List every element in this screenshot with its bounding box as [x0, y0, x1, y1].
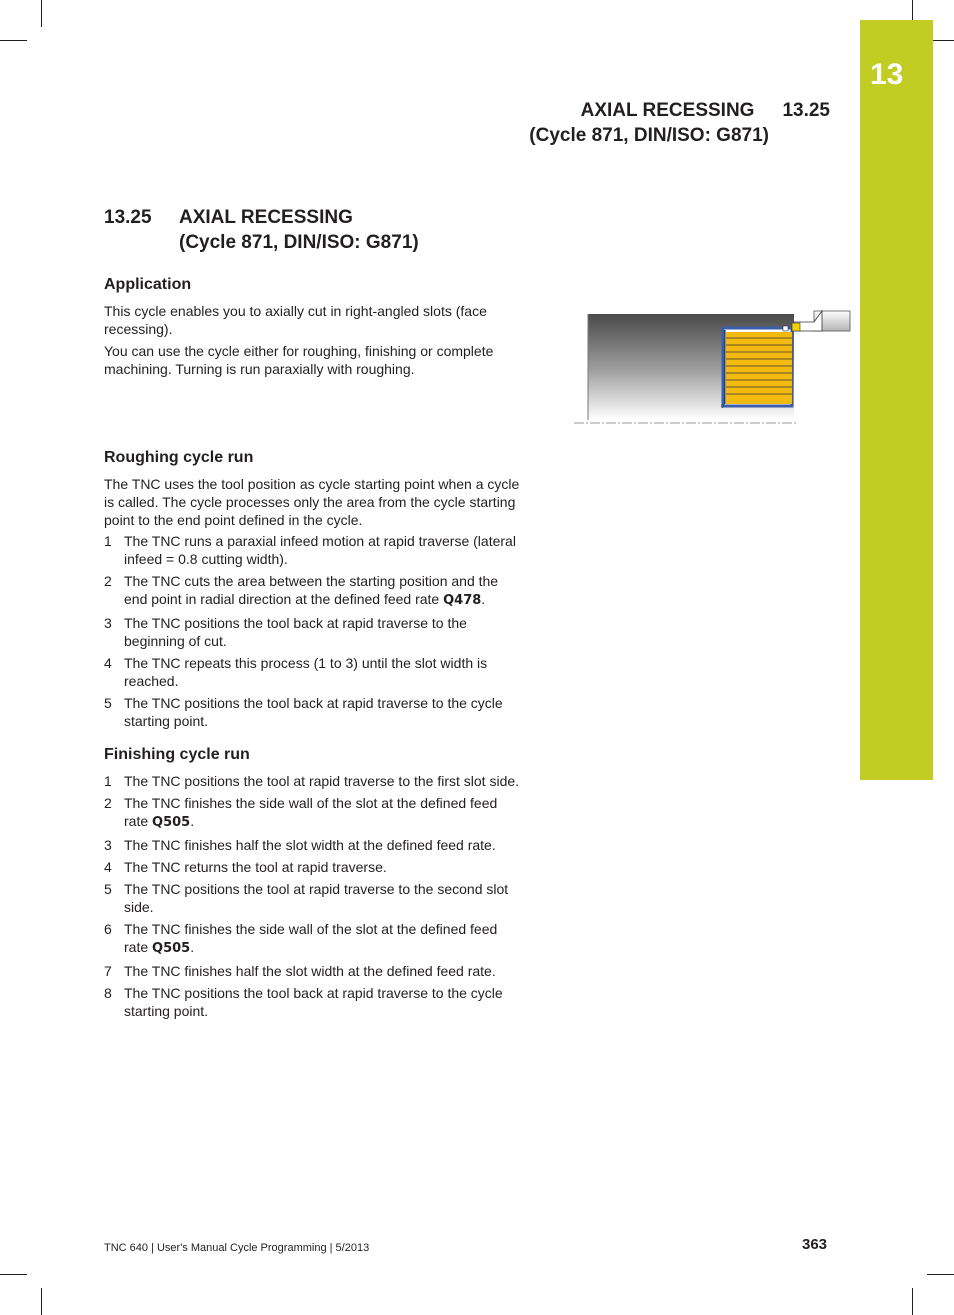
step-number: 3: [104, 837, 112, 853]
list-item: [104, 962, 544, 980]
list-item: [104, 654, 544, 690]
text-line: The TNC finishes the side wall of the slot at the defined feed: [124, 921, 498, 937]
text-line: point to the end point defined in the cycle.: [104, 512, 363, 528]
application-para-2: [104, 342, 493, 378]
recess-area: [726, 332, 792, 404]
chapter-number: 13: [870, 58, 904, 91]
finishing-steps: [104, 772, 544, 1024]
crop-mark: [41, 0, 42, 27]
text-line: [124, 590, 544, 610]
step-number: 5: [104, 695, 112, 711]
text-line: The TNC repeats this process (1 to 3) until the slot width is: [124, 655, 488, 671]
list-item: [104, 794, 544, 832]
text-line: You can use the cycle either for roughing, finishing or complete: [104, 343, 494, 359]
text-line: side.: [124, 899, 154, 915]
text-run: .: [190, 813, 195, 829]
step-number: 6: [104, 921, 112, 937]
step-number: 4: [104, 655, 112, 671]
step-number: 2: [104, 573, 112, 589]
axial-recessing-figure: [572, 308, 852, 428]
list-item: [104, 694, 544, 730]
list-item: [104, 984, 544, 1020]
parameter-code: Q505: [152, 815, 191, 830]
text-line: The TNC runs a paraxial infeed motion at rapid traverse (lateral: [124, 533, 516, 549]
text-run: .: [481, 591, 486, 607]
text-line: The TNC uses the tool position as cycle starting point when a cycle: [104, 476, 520, 492]
crop-mark: [0, 1274, 27, 1275]
text-line: starting point.: [124, 1003, 209, 1019]
running-head-title: AXIAL RECESSING: [580, 100, 755, 121]
running-head-section: 13.25: [782, 100, 830, 121]
text-line: The TNC finishes half the slot width at the defined feed rate.: [124, 963, 496, 979]
text-line: starting point.: [124, 713, 209, 729]
list-item: [104, 836, 544, 854]
list-item: [104, 532, 544, 568]
text-line: reached.: [124, 673, 179, 689]
step-number: 5: [104, 881, 112, 897]
text-line: The TNC positions the tool back at rapid traverse to the cycle: [124, 985, 503, 1001]
step-number: 8: [104, 985, 112, 1001]
text-line: The TNC positions the tool back at rapid traverse to the cycle: [124, 695, 503, 711]
step-number: 7: [104, 963, 112, 979]
crop-mark: [0, 40, 27, 41]
application-heading: Application: [104, 276, 192, 293]
roughing-heading: Roughing cycle run: [104, 449, 254, 466]
text-run: rate: [124, 813, 153, 829]
text-line: This cycle enables you to axially cut in right-angled slots (face: [104, 303, 487, 319]
text-line: The TNC returns the tool at rapid traverse.: [124, 859, 387, 875]
figure-graphic: [572, 308, 852, 428]
chapter-tab: [860, 20, 933, 780]
text-line: The TNC positions the tool back at rapid traverse to the: [124, 615, 467, 631]
list-item: [104, 772, 544, 790]
section-title-line1: AXIAL RECESSING: [179, 207, 353, 228]
list-item: [104, 920, 544, 958]
text-line: The TNC positions the tool at rapid traverse to the second slot: [124, 881, 509, 897]
section-title-line2: (Cycle 871, DIN/ISO: G871): [179, 232, 419, 253]
text-line: The TNC finishes half the slot width at the defined feed rate.: [124, 837, 496, 853]
parameter-code: Q505: [152, 941, 191, 956]
application-para-1: [104, 302, 487, 338]
step-number: 1: [104, 533, 112, 549]
step-number: 3: [104, 615, 112, 631]
roughing-intro: [104, 475, 519, 529]
text-run: rate: [124, 939, 153, 955]
list-item: [104, 614, 544, 650]
footer-text: TNC 640 | User's Manual Cycle Programming | 5/2013: [104, 1242, 370, 1254]
list-item: [104, 880, 544, 916]
text-line: beginning of cut.: [124, 633, 227, 649]
list-item: [104, 572, 544, 610]
text-line: The TNC finishes the side wall of the slot at the defined feed: [124, 795, 498, 811]
text-line: [124, 938, 544, 958]
step-number: 1: [104, 773, 112, 789]
text-run: end point in radial direction at the defined feed rate: [124, 591, 444, 607]
running-head-subtitle: (Cycle 871, DIN/ISO: G871): [529, 125, 769, 146]
crop-mark: [927, 1274, 954, 1275]
step-number: 2: [104, 795, 112, 811]
page-number: 363: [802, 1236, 828, 1253]
list-item: [104, 858, 544, 876]
text-line: recessing).: [104, 321, 173, 337]
tool-tip: [792, 323, 800, 331]
step-number: 4: [104, 859, 112, 875]
parameter-code: Q478: [443, 593, 482, 608]
text-line: infeed = 0.8 cutting width).: [124, 551, 288, 567]
text-line: The TNC cuts the area between the starting position and the: [124, 573, 499, 589]
section-number: 13.25: [104, 207, 152, 228]
section-title: [104, 205, 419, 255]
text-run: .: [190, 939, 195, 955]
figure-label-0: 0: [721, 404, 724, 410]
roughing-steps: [104, 532, 544, 734]
crop-mark: [912, 1288, 913, 1315]
text-line: The TNC positions the tool at rapid traverse to the first slot side.: [124, 773, 520, 789]
crop-mark: [41, 1288, 42, 1315]
text-line: is called. The cycle processes only the area from the cycle starting: [104, 494, 516, 510]
finishing-heading: Finishing cycle run: [104, 746, 250, 763]
text-line: machining. Turning is run paraxially with roughing.: [104, 361, 415, 377]
running-head: [529, 98, 830, 148]
text-line: [124, 812, 544, 832]
